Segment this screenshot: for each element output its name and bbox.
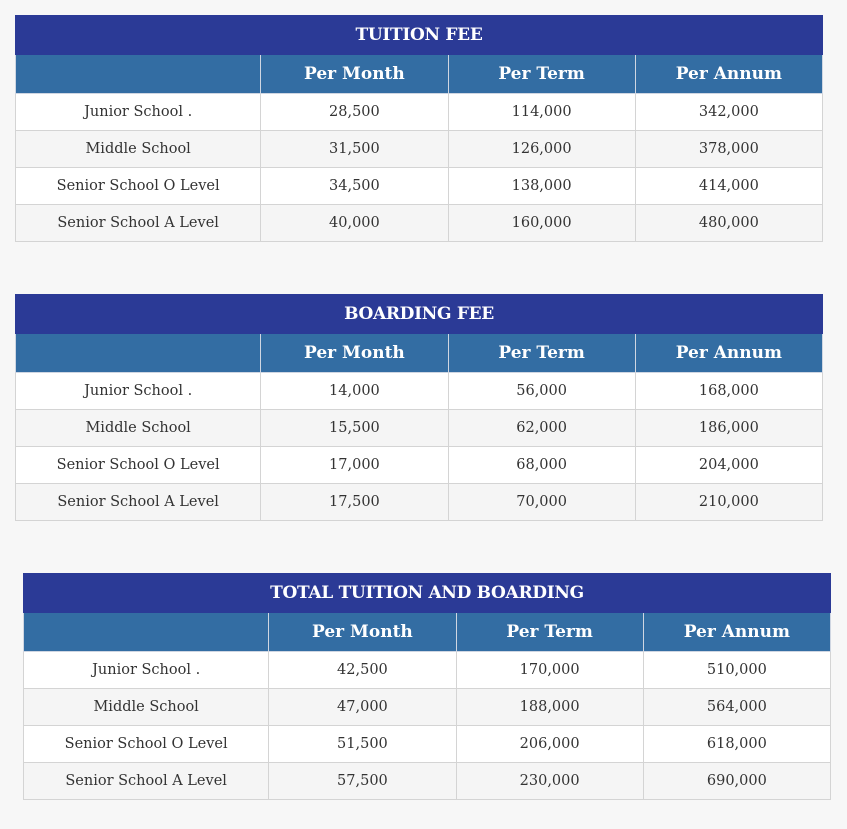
per-month-value: 40,000 [261,205,448,242]
row-label: Senior School O Level [24,726,269,763]
header-per-term: Per Term [448,334,635,373]
per-term-value: 126,000 [448,131,635,168]
per-month-value: 28,500 [261,94,448,131]
per-term-value: 114,000 [448,94,635,131]
row-label: Senior School O Level [16,447,261,484]
row-label: Junior School . [16,373,261,410]
table-row [24,689,831,726]
row-label: Middle School [24,689,269,726]
header-per-annum: Per Annum [635,55,822,94]
per-term-value: 170,000 [456,652,643,689]
per-term-value: 160,000 [448,205,635,242]
per-month-value: 31,500 [261,131,448,168]
total-tuition-boarding-table [23,573,831,800]
per-term-value: 68,000 [448,447,635,484]
header-per-annum: Per Annum [635,334,822,373]
table-row [24,726,831,763]
per-month-value: 57,500 [269,763,456,800]
per-annum-value: 378,000 [635,131,822,168]
table-title: TOTAL TUITION AND BOARDING [24,574,831,613]
per-term-value: 188,000 [456,689,643,726]
header-blank [24,613,269,652]
per-annum-value: 510,000 [643,652,830,689]
row-label: Middle School [16,131,261,168]
per-month-value: 17,000 [261,447,448,484]
per-annum-value: 342,000 [635,94,822,131]
per-term-value: 206,000 [456,726,643,763]
tuition-fee-table [15,15,823,242]
table-title: BOARDING FEE [16,295,823,334]
header-per-term: Per Term [448,55,635,94]
row-label: Senior School A Level [16,484,261,521]
header-per-annum: Per Annum [643,613,830,652]
row-label: Junior School . [16,94,261,131]
per-month-value: 17,500 [261,484,448,521]
table-row [16,94,823,131]
table-row [16,373,823,410]
header-blank [16,55,261,94]
per-term-value: 56,000 [448,373,635,410]
per-month-value: 34,500 [261,168,448,205]
table-row [16,168,823,205]
per-month-value: 15,500 [261,410,448,447]
row-label: Junior School . [24,652,269,689]
per-annum-value: 564,000 [643,689,830,726]
header-per-month: Per Month [261,334,448,373]
per-month-value: 14,000 [261,373,448,410]
header-per-term: Per Term [456,613,643,652]
per-annum-value: 480,000 [635,205,822,242]
per-annum-value: 210,000 [635,484,822,521]
table-row [16,484,823,521]
row-label: Senior School O Level [16,168,261,205]
row-label: Senior School A Level [16,205,261,242]
per-month-value: 51,500 [269,726,456,763]
header-per-month: Per Month [269,613,456,652]
per-annum-value: 204,000 [635,447,822,484]
header-blank [16,334,261,373]
table-row [16,447,823,484]
per-term-value: 230,000 [456,763,643,800]
table-row [16,410,823,447]
per-term-value: 138,000 [448,168,635,205]
per-annum-value: 168,000 [635,373,822,410]
per-term-value: 62,000 [448,410,635,447]
table-row [24,652,831,689]
per-term-value: 70,000 [448,484,635,521]
boarding-fee-table [15,294,823,521]
per-annum-value: 690,000 [643,763,830,800]
per-month-value: 47,000 [269,689,456,726]
table-row [16,131,823,168]
table-title: TUITION FEE [16,16,823,55]
table-row [24,763,831,800]
table-row [16,205,823,242]
row-label: Senior School A Level [24,763,269,800]
per-annum-value: 414,000 [635,168,822,205]
per-annum-value: 186,000 [635,410,822,447]
row-label: Middle School [16,410,261,447]
per-annum-value: 618,000 [643,726,830,763]
per-month-value: 42,500 [269,652,456,689]
header-per-month: Per Month [261,55,448,94]
